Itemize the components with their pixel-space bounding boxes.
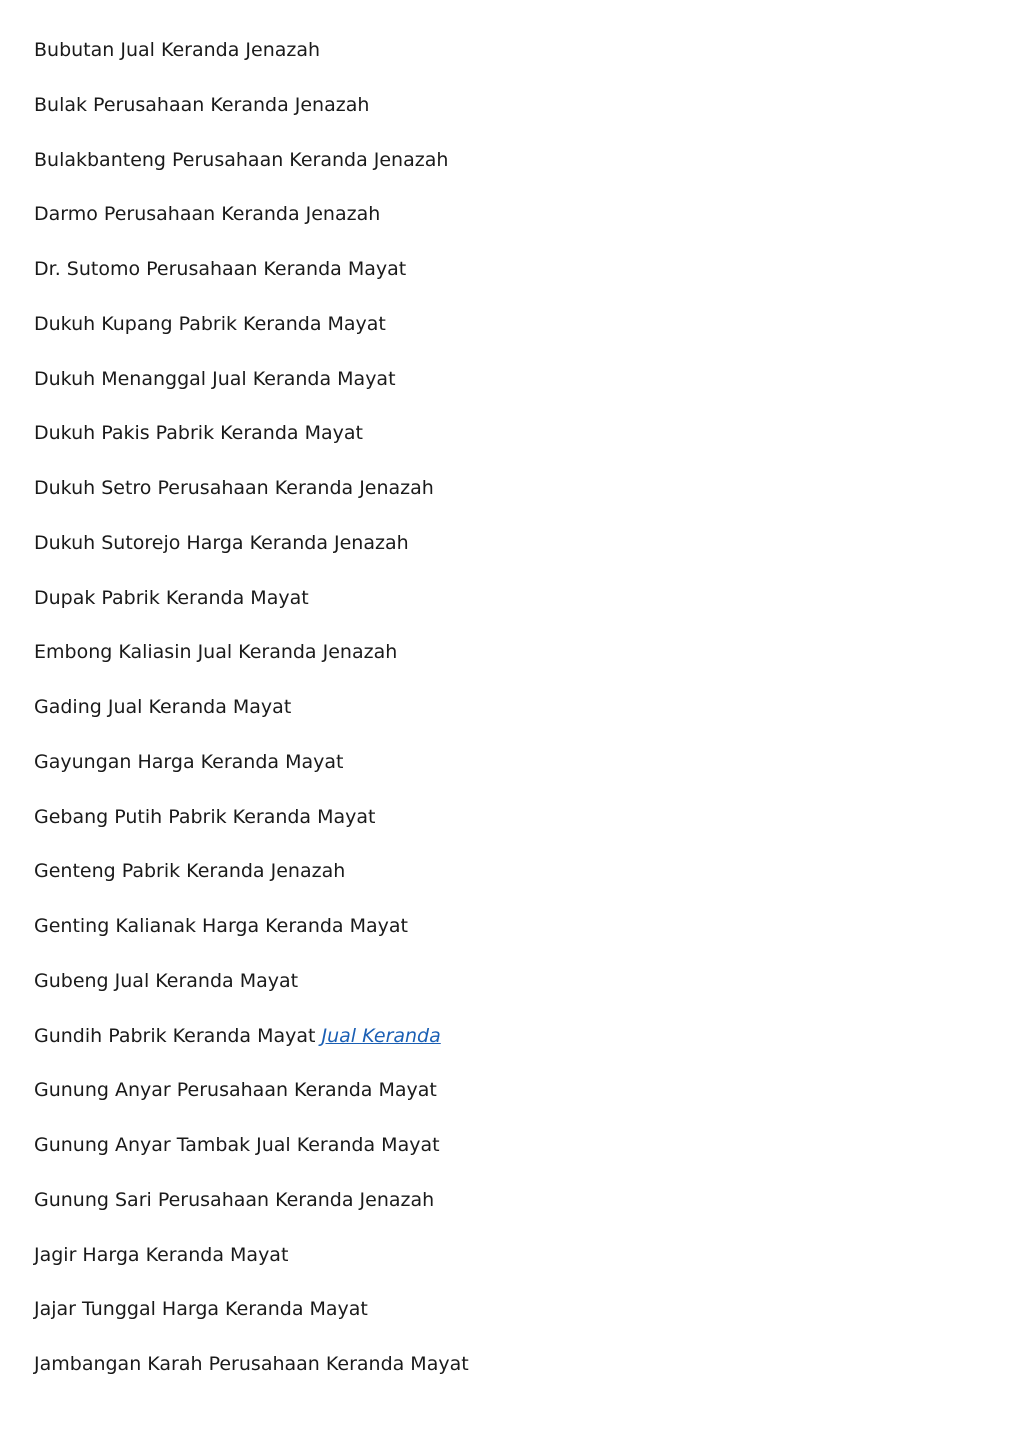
- list-item: [34, 418, 469, 473]
- entry-text: Dr. Sutomo Perusahaan Keranda Mayat: [34, 258, 407, 280]
- entry-text: Dupak Pabrik Keranda Mayat: [34, 586, 309, 609]
- entry-text: Embong Kaliasin Jual Keranda Jenazah: [34, 641, 398, 664]
- entry-text: Gunung Anyar Tambak Jual Keranda Mayat: [34, 1134, 440, 1156]
- list-item: [34, 254, 469, 309]
- list-item: [34, 1185, 469, 1240]
- list-item: [34, 473, 469, 528]
- entry-text: Bulakbanteng Perusahaan Keranda Jenazah: [34, 148, 449, 171]
- list-item: [34, 528, 469, 583]
- entry-text: Dukuh Sutorejo Harga Keranda Jenazah: [34, 531, 409, 554]
- list-item: [34, 309, 469, 364]
- entry-text: Genteng Pabrik Keranda Jenazah: [34, 860, 346, 883]
- list-item: [34, 911, 469, 966]
- entry-text: Bulak Perusahaan Keranda Jenazah: [34, 93, 370, 116]
- entry-text: Gayungan Harga Keranda Mayat: [34, 750, 344, 773]
- entry-text: Gubeng Jual Keranda Mayat: [34, 969, 299, 992]
- entry-text: Dukuh Kupang Pabrik Keranda Mayat: [34, 312, 386, 335]
- jual-keranda-link[interactable]: Jual Keranda: [321, 1024, 441, 1047]
- entry-text: Dukuh Pakis Pabrik Keranda Mayat: [34, 422, 363, 445]
- entry-text: Gunung Sari Perusahaan Keranda Jenazah: [34, 1188, 435, 1211]
- list-item: [34, 1240, 469, 1295]
- entry-text: Dukuh Menanggal Jual Keranda Mayat: [34, 367, 396, 390]
- list-item: [34, 966, 469, 1021]
- list-item: [34, 1294, 469, 1349]
- entry-text: Darmo Perusahaan Keranda Jenazah: [34, 203, 381, 226]
- list-item: [34, 747, 469, 802]
- list-item: [34, 637, 469, 692]
- entry-text: Dukuh Setro Perusahaan Keranda Jenazah: [34, 477, 434, 499]
- list-item: [34, 90, 469, 145]
- list-item: [34, 1349, 469, 1404]
- entry-list: [34, 35, 469, 1404]
- entry-text: Jambangan Karah Perusahaan Keranda Mayat: [34, 1353, 469, 1375]
- entry-text: Bubutan Jual Keranda Jenazah: [34, 39, 321, 61]
- list-item: [34, 856, 469, 911]
- list-item: [34, 1021, 469, 1076]
- list-item: [34, 583, 469, 638]
- entry-text: Jajar Tunggal Harga Keranda Mayat: [34, 1298, 368, 1321]
- list-item: [34, 364, 469, 419]
- entry-text: Gebang Putih Pabrik Keranda Mayat: [34, 805, 376, 828]
- list-item: [34, 692, 469, 747]
- entry-text: Genting Kalianak Harga Keranda Mayat: [34, 915, 408, 937]
- list-item: [34, 1130, 469, 1185]
- list-item: [34, 1075, 469, 1130]
- entry-text: Gundih Pabrik Keranda Mayat: [34, 1024, 316, 1047]
- entry-text: Jagir Harga Keranda Mayat: [34, 1243, 289, 1266]
- entry-text: Gading Jual Keranda Mayat: [34, 696, 292, 718]
- entry-text: Gunung Anyar Perusahaan Keranda Mayat: [34, 1079, 437, 1102]
- list-item: [34, 802, 469, 857]
- list-item: [34, 35, 469, 90]
- list-item: [34, 199, 469, 254]
- list-item: [34, 145, 469, 200]
